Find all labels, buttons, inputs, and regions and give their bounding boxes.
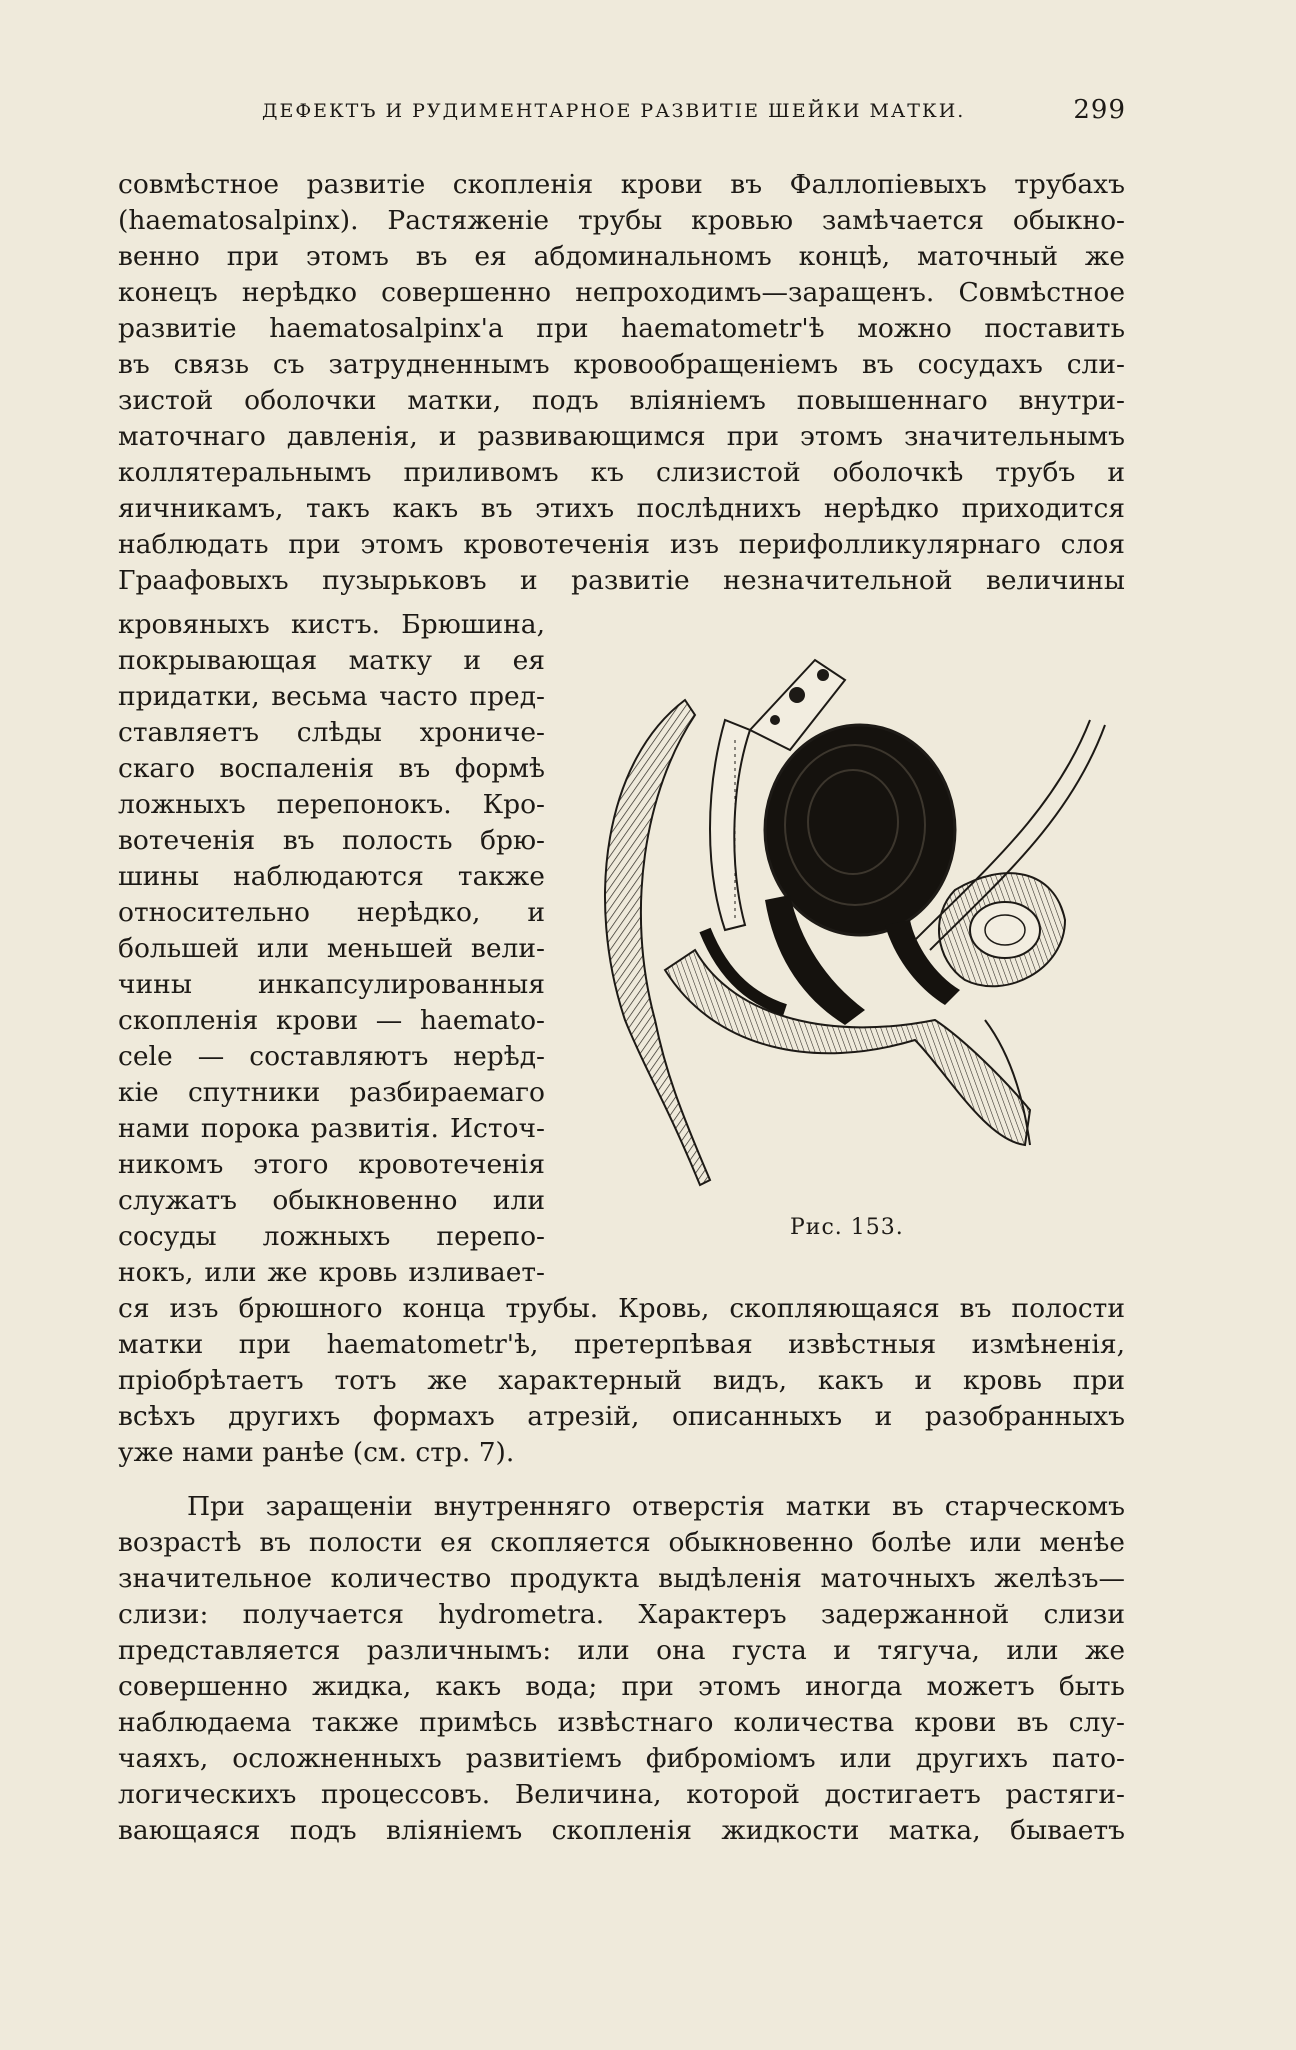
text-line: совмѣстное развитіе скопленія крови въ Фаллопіевыхъ трубахъ <box>118 169 1125 200</box>
text-line: кровяныхъ кистъ. Брюшина, <box>118 609 545 640</box>
text-line: большей или меньшей вели- <box>118 933 545 964</box>
text-line: ложныхъ перепонокъ. Кро- <box>118 789 545 820</box>
text-line: скопленія крови — haemato- <box>118 1005 545 1036</box>
figure-caption: Рис. 153. <box>790 1215 904 1240</box>
text-line: вающаяся подъ вліяніемъ скопленія жидкости матка, бываетъ <box>118 1815 1125 1846</box>
text-line: пріобрѣтаетъ тотъ же характерный видъ, какъ и кровь при <box>118 1365 1125 1396</box>
text-line: представляется различнымъ: или она густа и тягуча, или же <box>118 1635 1125 1666</box>
text-line: яичникамъ, такъ какъ въ этихъ послѣднихъ нерѣдко приходится <box>118 493 1125 524</box>
text-line: ся изъ брюшного конца трубы. Кровь, скопляющаяся въ полости <box>118 1293 1125 1324</box>
text-line: всѣхъ другихъ формахъ атрезій, описанныхъ и разобранныхъ <box>118 1401 1125 1432</box>
text-line: нами порока развитія. Источ- <box>118 1113 545 1144</box>
text-line: значительное количество продукта выдѣленія маточныхъ желѣзъ— <box>118 1563 1125 1594</box>
text-line: совершенно жидка, какъ вода; при этомъ иногда можетъ быть <box>118 1671 1125 1702</box>
text-line: сосуды ложныхъ перепо- <box>118 1221 545 1252</box>
text-line: нокъ, или же кровь изливает- <box>118 1257 545 1288</box>
text-line: придатки, весьма часто пред- <box>118 681 545 712</box>
text-line: венно при этомъ въ ея абдоминальномъ концѣ, маточный же <box>118 241 1125 272</box>
text-line: наблюдаема также примѣсь извѣстнаго количества крови въ слу- <box>118 1707 1125 1738</box>
text-line: наблюдать при этомъ кровотеченія изъ перифолликулярнаго слоя <box>118 529 1125 560</box>
text-line: вотеченія въ полость брю- <box>118 825 545 856</box>
text-line: кіе спутники разбираемаго <box>118 1077 545 1108</box>
text-line: служатъ обыкновенно или <box>118 1185 545 1216</box>
page-number: 299 <box>1073 95 1126 125</box>
text-line: Граафовыхъ пузырьковъ и развитіе незначительной величины <box>118 565 1125 596</box>
text-line: возрастѣ въ полости ея скопляется обыкновенно болѣе или менѣе <box>118 1527 1125 1558</box>
text-line: cele — составляютъ нерѣд- <box>118 1041 545 1072</box>
text-line: скаго воспаленія въ формѣ <box>118 753 545 784</box>
text-line: матки при haematometr'ѣ, претерпѣвая извѣстныя измѣненія, <box>118 1329 1125 1360</box>
text-line: шины наблюдаются также <box>118 861 545 892</box>
text-line: относительно нерѣдко, и <box>118 897 545 928</box>
text-line: маточнаго давленія, и развивающимся при этомъ значительнымъ <box>118 421 1125 452</box>
figure-153-illustration <box>585 640 1115 1210</box>
running-title: ДЕФЕКТЪ И РУДИМЕНТАРНОЕ РАЗВИТІЕ ШЕЙКИ МАТКИ. <box>262 100 966 122</box>
text-line: чины инкапсулированныя <box>118 969 545 1000</box>
text-line: коллятеральнымъ приливомъ къ слизистой оболочкѣ трубъ и <box>118 457 1125 488</box>
text-line: покрывающая матку и ея <box>118 645 545 676</box>
text-line: логическихъ процессовъ. Величина, которой достигаетъ растяги- <box>118 1779 1125 1810</box>
text-line: (haematosalpinx). Растяженіе трубы кровью замѣчается обыкно- <box>118 205 1125 236</box>
text-line: ставляетъ слѣды хрониче- <box>118 717 545 748</box>
text-line: зистой оболочки матки, подъ вліяніемъ повышеннаго внутри- <box>118 385 1125 416</box>
text-line: въ связь съ затрудненнымъ кровообращеніемъ въ сосудахъ сли- <box>118 349 1125 380</box>
text-line: развитіе haematosalpinx'а при haematometr'ѣ можно поставить <box>118 313 1125 344</box>
paragraph-first-line: При заращеніи внутренняго отверстія матки въ старческомъ <box>187 1491 1125 1522</box>
text-line: чаяхъ, осложненныхъ развитіемъ фиброміомъ или другихъ пато- <box>118 1743 1125 1774</box>
text-line: уже нами ранѣе (см. стр. 7). <box>118 1437 515 1468</box>
text-line: конецъ нерѣдко совершенно непроходимъ—заращенъ. Совмѣстное <box>118 277 1125 308</box>
text-line: слизи: получается hydrometra. Характеръ задержанной слизи <box>118 1599 1125 1630</box>
text-line: никомъ этого кровотеченія <box>118 1149 545 1180</box>
